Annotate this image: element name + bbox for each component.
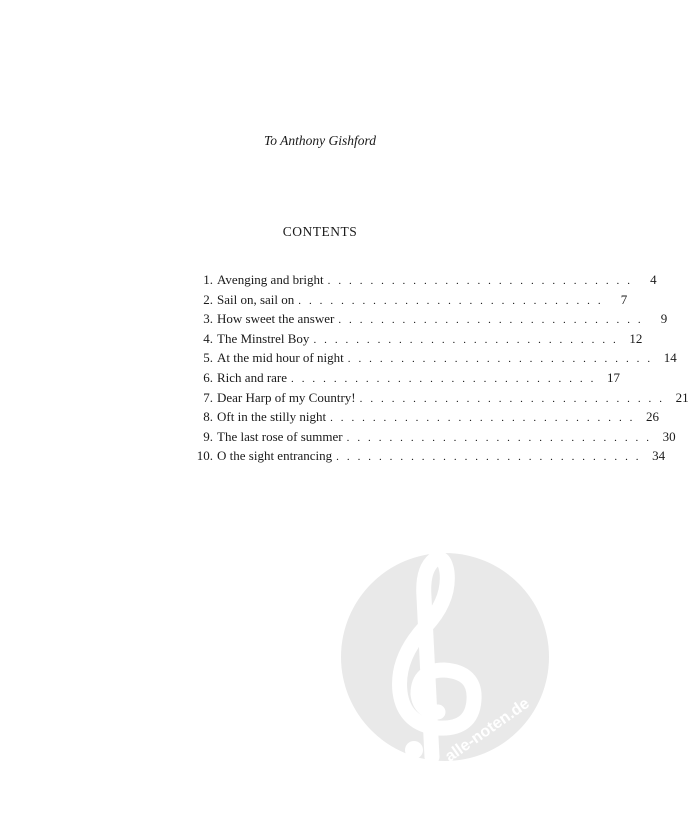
toc-entry-number: 8. bbox=[203, 409, 213, 425]
toc-entry-title: At the mid hour of night bbox=[217, 350, 344, 366]
watermark-logo bbox=[340, 552, 550, 766]
toc-entry-page: 30 bbox=[662, 428, 676, 444]
toc-entry-title: Rich and rare bbox=[217, 369, 288, 385]
toc-entry bbox=[190, 330, 643, 351]
toc-dot-leader: . . . . . . . . . . . . . . . . . . . . . . . . . . . . . bbox=[291, 372, 596, 385]
toc-entry-page: 17 bbox=[606, 369, 620, 385]
toc-dot-leader: . . . . . . . . . . . . . . . . . . . . . . . . . . . . . bbox=[359, 392, 665, 405]
toc-entry-number: 10. bbox=[196, 448, 213, 464]
toc-entry-number: 2. bbox=[203, 291, 213, 307]
toc-entry-number: 9. bbox=[203, 428, 213, 444]
toc-entry-page: 9 bbox=[660, 311, 668, 327]
toc-entry-title: Oft in the stilly night bbox=[217, 409, 327, 425]
toc-entry-page: 34 bbox=[652, 448, 666, 464]
toc-entry-title: Sail on, sail on bbox=[217, 291, 295, 307]
toc-dot-leader: . . . . . . . . . . . . . . . . . . . . . . . . . . . . . bbox=[327, 275, 633, 287]
table-of-contents bbox=[190, 272, 689, 468]
toc-dot-leader: . . . . . . . . . . . . . . . . . . . . . . . . . . . . . bbox=[330, 412, 636, 425]
toc-dot-leader: . . . . . . . . . . . . . . . . . . . . . . . . . . . . . bbox=[298, 294, 604, 307]
toc-entry-page: 12 bbox=[629, 330, 643, 346]
toc-entry-title: The Minstrel Boy bbox=[217, 330, 310, 346]
toc-dot-leader: . . . . . . . . . . . . . . . . . . . . . . . . . . . . . bbox=[336, 451, 642, 464]
toc-entry bbox=[190, 311, 668, 331]
toc-entry-title: Dear Harp of my Country! bbox=[217, 389, 356, 405]
watermark-text: alle-noten.de bbox=[442, 695, 533, 766]
toc-entry-number: 1. bbox=[203, 272, 213, 287]
toc-dot-leader: . . . . . . . . . . . . . . . . . . . . . . . . . . . . . bbox=[313, 333, 619, 346]
toc-entry bbox=[190, 389, 689, 410]
toc-entry bbox=[190, 409, 660, 429]
toc-dot-leader: . . . . . . . . . . . . . . . . . . . . . . . . . . . . . bbox=[347, 353, 653, 366]
toc-entry-page: 4 bbox=[650, 272, 657, 287]
toc-entry-page: 7 bbox=[620, 291, 628, 307]
toc-dot-leader: . . . . . . . . . . . . . . . . . . . . . . . . . . . . . bbox=[338, 314, 644, 327]
toc-entry-number: 6. bbox=[203, 369, 213, 385]
toc-entry-page: 14 bbox=[663, 350, 677, 366]
toc-entry-number: 7. bbox=[203, 389, 213, 405]
contents-heading: CONTENTS bbox=[282, 224, 358, 239]
toc-entry-number: 5. bbox=[203, 350, 213, 366]
toc-entry-page: 21 bbox=[675, 389, 689, 405]
toc-entry bbox=[190, 350, 677, 370]
toc-entry-title: Avenging and bright bbox=[217, 272, 324, 287]
toc-entry-title: How sweet the answer bbox=[217, 311, 335, 327]
toc-entry bbox=[190, 272, 657, 292]
toc-entry bbox=[190, 369, 620, 390]
toc-entry-title: O the sight entrancing bbox=[217, 448, 333, 464]
toc-entry-number: 3. bbox=[203, 311, 213, 327]
toc-entry-page: 26 bbox=[646, 409, 660, 425]
dedication: To Anthony Gishford bbox=[263, 133, 377, 148]
toc-dot-leader: . . . . . . . . . . . . . . . . . . . . . . . . . . . . . bbox=[346, 431, 652, 444]
toc-entry-title: The last rose of summer bbox=[217, 428, 343, 444]
toc-entry-number: 4. bbox=[203, 330, 213, 346]
watermark bbox=[340, 552, 550, 766]
toc-entry bbox=[190, 428, 676, 449]
toc-entry bbox=[190, 448, 666, 468]
toc-entry bbox=[190, 291, 628, 312]
